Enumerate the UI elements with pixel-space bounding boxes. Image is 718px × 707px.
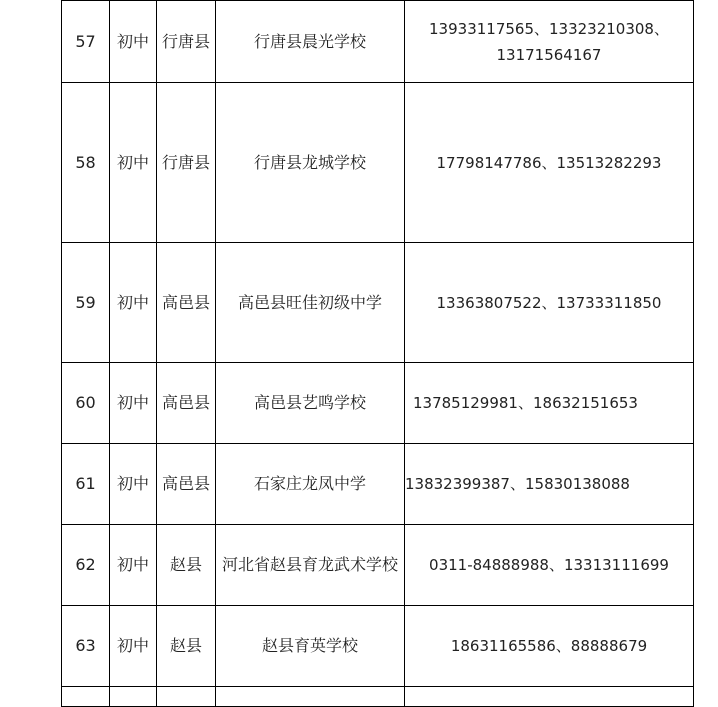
contact-phone: 13832399387、15830138088	[405, 444, 694, 525]
cell-empty	[62, 687, 110, 707]
county-name: 高邑县	[157, 363, 216, 444]
contact-phone: 17798147786、13513282293	[405, 83, 694, 243]
row-number: 63	[62, 606, 110, 687]
county-name: 行唐县	[157, 83, 216, 243]
school-name: 赵县育英学校	[216, 606, 405, 687]
row-number: 57	[62, 1, 110, 83]
school-name: 行唐县龙城学校	[216, 83, 405, 243]
county-name: 高邑县	[157, 243, 216, 363]
table-row	[62, 363, 694, 444]
county-name: 赵县	[157, 525, 216, 606]
school-contact-table	[61, 0, 694, 707]
row-number: 60	[62, 363, 110, 444]
table-row	[62, 444, 694, 525]
school-name: 石家庄龙凤中学	[216, 444, 405, 525]
school-level: 初中	[110, 606, 157, 687]
contact-phone: 18631165586、88888679	[405, 606, 694, 687]
school-level: 初中	[110, 363, 157, 444]
school-name: 高邑县旺佳初级中学	[216, 243, 405, 363]
cell-empty	[110, 687, 157, 707]
county-name: 高邑县	[157, 444, 216, 525]
school-contact-table-container	[61, 0, 693, 707]
row-number: 59	[62, 243, 110, 363]
school-level: 初中	[110, 83, 157, 243]
table-row-partial-bottom	[62, 687, 694, 707]
row-number: 61	[62, 444, 110, 525]
row-number: 58	[62, 83, 110, 243]
county-name: 行唐县	[157, 1, 216, 83]
cell-empty	[157, 687, 216, 707]
contact-phone: 13363807522、13733311850	[405, 243, 694, 363]
cell-empty	[216, 687, 405, 707]
school-level: 初中	[110, 525, 157, 606]
contact-phone: 13933117565、13323210308、13171564167	[405, 1, 694, 83]
table-row	[62, 1, 694, 83]
county-name: 赵县	[157, 606, 216, 687]
school-level: 初中	[110, 243, 157, 363]
table-row	[62, 606, 694, 687]
contact-phone: 0311-84888988、13313111699	[405, 525, 694, 606]
table-row	[62, 525, 694, 606]
school-name: 河北省赵县育龙武术学校	[216, 525, 405, 606]
school-name: 行唐县晨光学校	[216, 1, 405, 83]
table-row	[62, 243, 694, 363]
school-level: 初中	[110, 444, 157, 525]
row-number: 62	[62, 525, 110, 606]
table-row	[62, 83, 694, 243]
cell-empty	[405, 687, 694, 707]
contact-phone: 13785129981、18632151653	[405, 363, 694, 444]
school-name: 高邑县艺鸣学校	[216, 363, 405, 444]
school-level: 初中	[110, 1, 157, 83]
